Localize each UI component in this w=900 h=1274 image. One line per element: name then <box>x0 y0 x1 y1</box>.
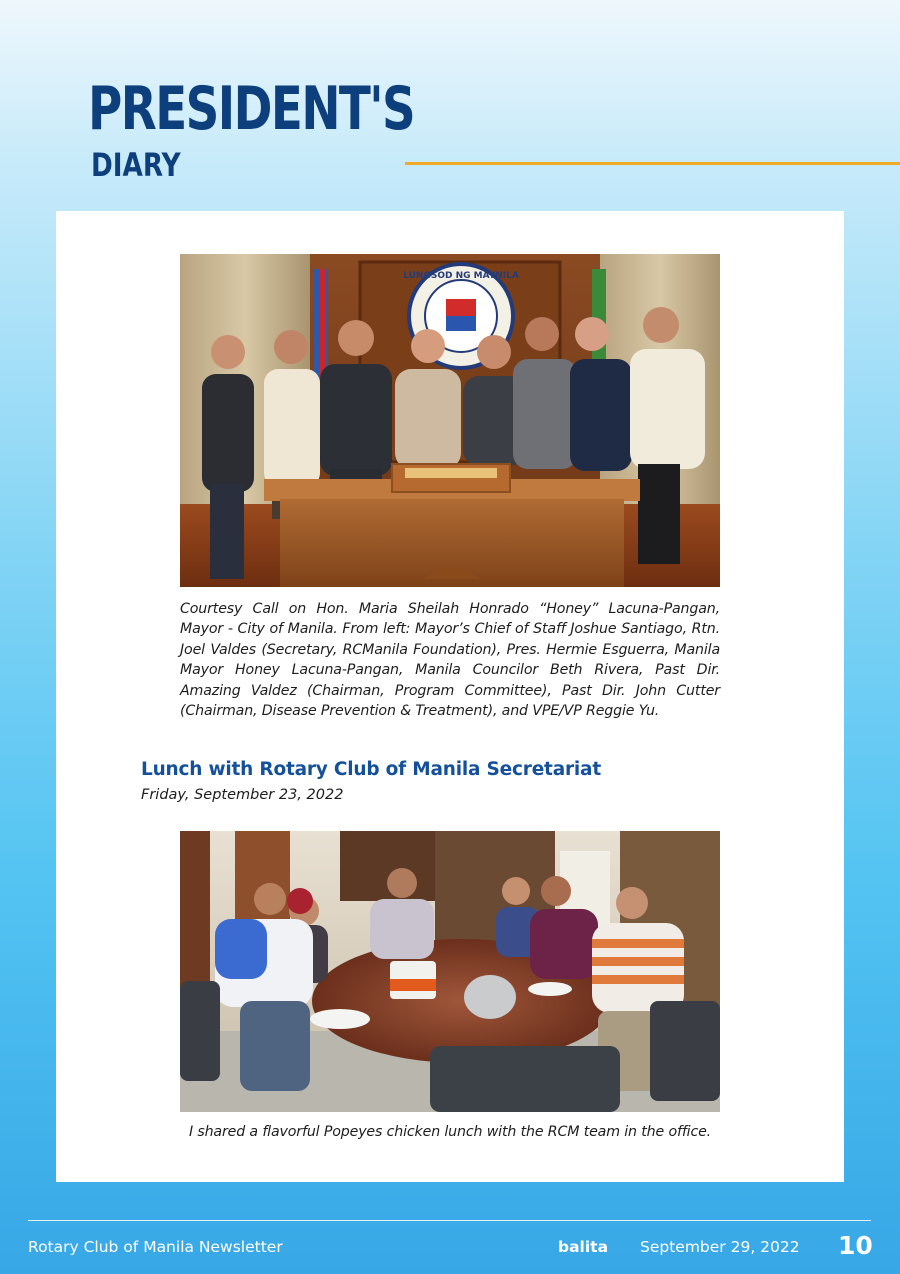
seal-text: LUNGSOD NG MAYNILA <box>403 271 519 281</box>
page-subtitle: DIARY <box>91 146 181 184</box>
page-number: 10 <box>838 1231 873 1260</box>
footer-publication: Rotary Club of Manila Newsletter <box>28 1238 283 1256</box>
page-header <box>0 0 900 210</box>
footer-date: September 29, 2022 <box>640 1238 800 1256</box>
lunch-caption: I shared a flavorful Popeyes chicken lunch with the RCM team in the office. <box>188 1124 712 1140</box>
page-title: PRESIDENT'S <box>88 74 415 144</box>
courtesy-call-photo <box>180 254 720 587</box>
footer-rule <box>28 1220 871 1221</box>
footer-brand: balita <box>558 1238 609 1256</box>
section-title: Lunch with Rotary Club of Manila Secretariat <box>141 759 601 780</box>
section-date: Friday, September 23, 2022 <box>141 787 344 803</box>
content-card <box>56 211 844 1182</box>
lunch-photo <box>180 831 720 1112</box>
title-accent-rule <box>405 162 900 165</box>
courtesy-call-caption: Courtesy Call on Hon. Maria Sheilah Honrado “Honey” Lacuna-Pangan, Mayor - City of Manila. From left: Mayor’s Chief of Staff Joshue Santiago, Rtn. Joel Valdes (Secretary, RCManila Foundation), Pres. Hermie Esguerra, Manila Mayor Honey Lacuna-Pangan, Manila Councilor Beth Rivera, Past Dir. Amazing Valdez (Chairman, Program Committee), Past Dir. John Cutter (Chairman, Disease Prevention & Treatment), and VPE/VP Reggie Yu. <box>180 601 720 720</box>
